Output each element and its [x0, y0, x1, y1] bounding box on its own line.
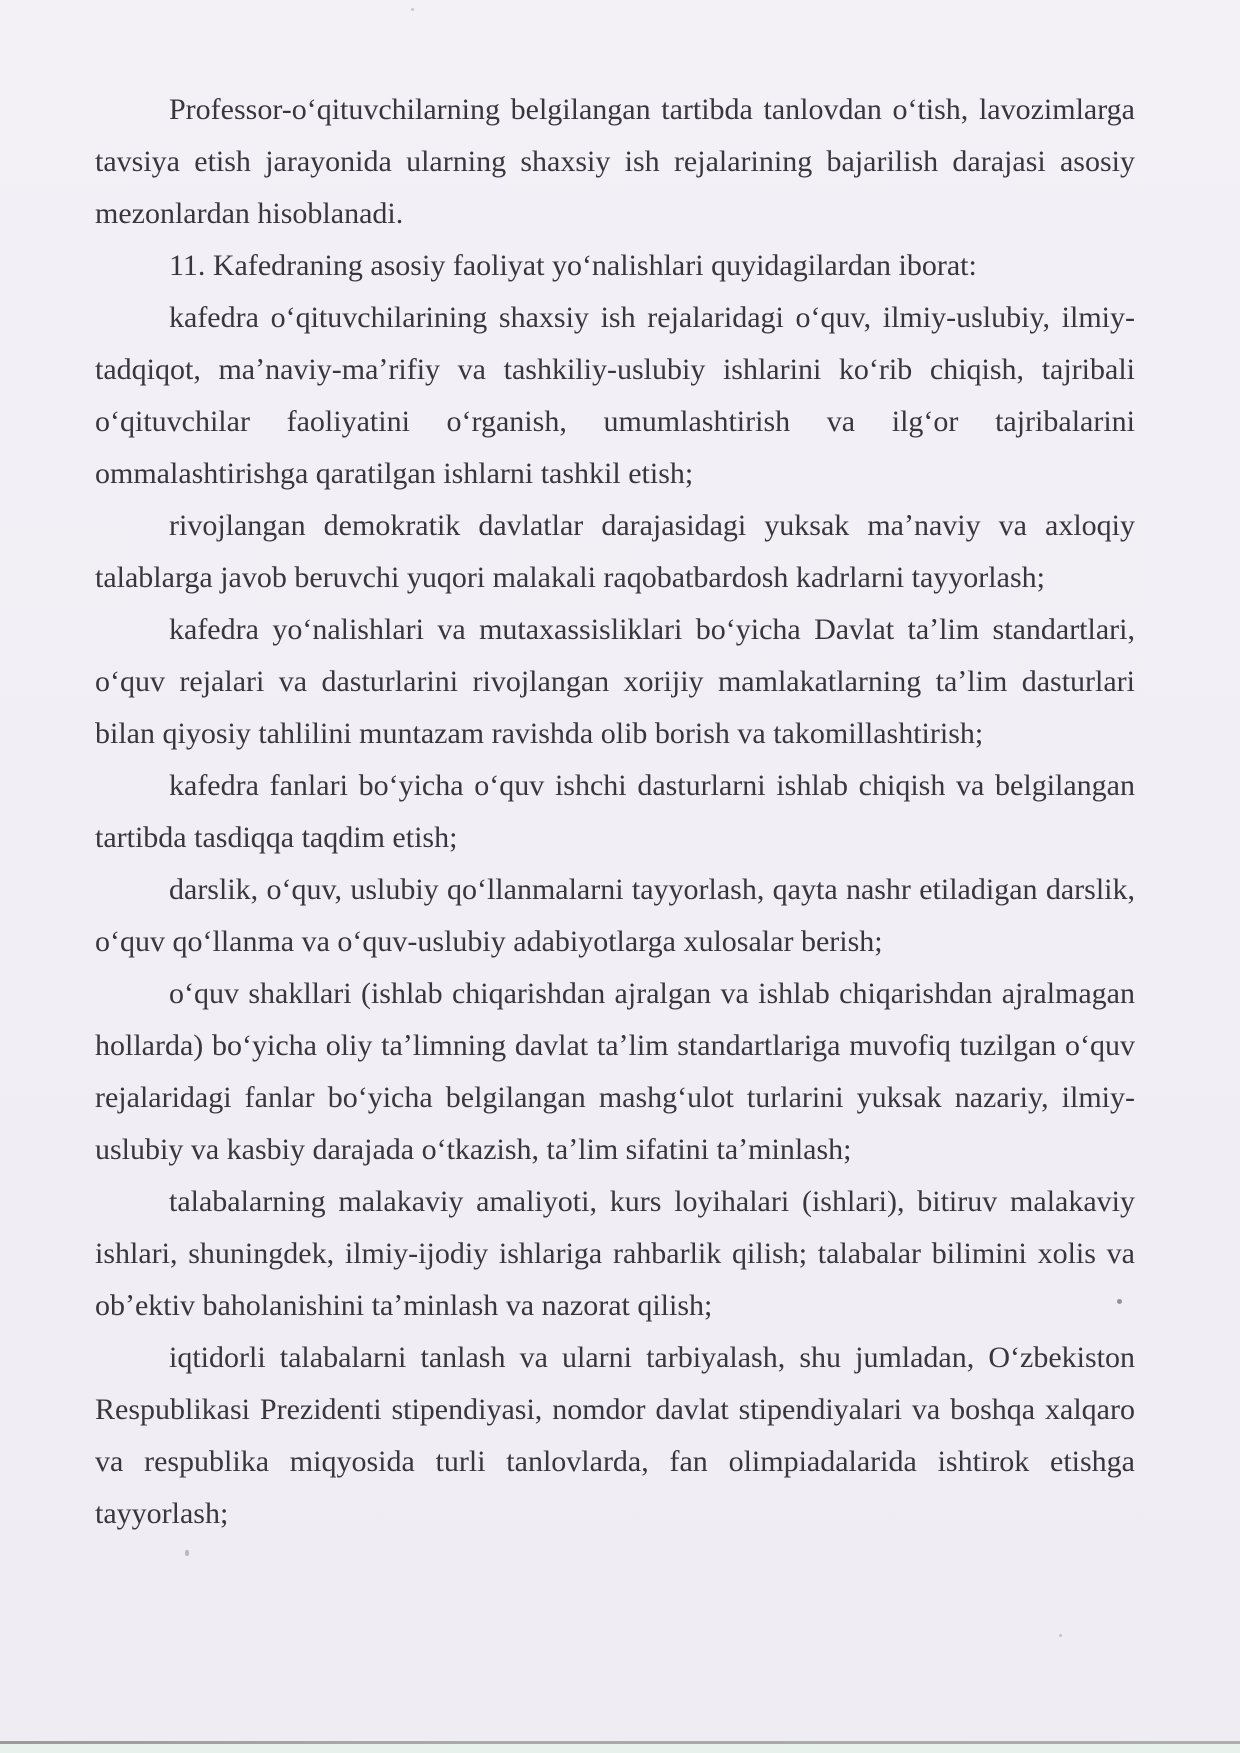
paragraph [95, 864, 1135, 968]
text-line: hollarda) boʻyicha oliy taʼlimning davlat taʼlim standartlariga muvofiq tuzilgan oʻquv [95, 1029, 1135, 1062]
text-line: kafedra oʻqituvchilarining shaxsiy ish rejalaridagi oʻquv, ilmiy-uslubiy, ilmiy- [169, 301, 1135, 334]
paragraph [95, 84, 1135, 240]
text-line: Professor-oʻqituvchilarning belgilangan tartibda tanlovdan oʻtish, lavozimlarga [169, 93, 1135, 126]
text-line: tartibda tasdiqqa taqdim etish; [95, 821, 458, 854]
paragraph [95, 292, 1135, 500]
paragraph [95, 240, 1135, 292]
text-line: 11. Kafedraning asosiy faoliyat yoʻnalishlari quyidagilardan iborat: [169, 249, 977, 282]
text-line: oʻquv rejalari va dasturlarini rivojlangan xorijiy mamlakatlarning taʼlim dasturlari [95, 665, 1135, 698]
text-line: talabalarning malakaviy amaliyoti, kurs loyihalari (ishlari), bitiruv malakaviy [169, 1185, 1135, 1218]
text-line: tavsiya etish jarayonida ularning shaxsiy ish rejalarining bajarilish darajasi asosiy [95, 145, 1135, 178]
text-line: bilan qiyosiy tahlilini muntazam ravishda olib borish va takomillashtirish; [95, 717, 984, 750]
scanner-background-strip [0, 1744, 1240, 1753]
text-line: kafedra yoʻnalishlari va mutaxassisliklari boʻyicha Davlat taʼlim standartlari, [169, 613, 1135, 646]
text-line: rivojlangan demokratik davlatlar darajasidagi yuksak maʼnaviy va axloqiy [169, 509, 1135, 542]
text-line: uslubiy va kasbiy darajada oʻtkazish, taʼlim sifatini taʼminlash; [95, 1133, 852, 1166]
paragraph [95, 968, 1135, 1176]
paragraph [95, 604, 1135, 760]
text-line: talablarga javob beruvchi yuqori malakali raqobatbardosh kadrlarni tayyorlash; [95, 561, 1045, 594]
text-line: ishlari, shuningdek, ilmiy-ijodiy ishlariga rahbarlik qilish; talabalar bilimini xolis va [95, 1237, 1135, 1270]
text-line: iqtidorli talabalarni tanlash va ularni tarbiyalash, shu jumladan, Oʻzbekiston [169, 1341, 1135, 1374]
document-text-block [95, 84, 1135, 1540]
text-line: obʼektiv baholanishini taʼminlash va nazorat qilish; [95, 1289, 713, 1322]
text-line: darslik, oʻquv, uslubiy qoʻllanmalarni tayyorlash, qayta nashr etiladigan darslik, [169, 873, 1135, 906]
paragraph [95, 1332, 1135, 1540]
text-line: rejalaridagi fanlar boʻyicha belgilangan mashgʻulot turlarini yuksak nazariy, ilmiy- [95, 1081, 1135, 1114]
paragraph [95, 500, 1135, 604]
paragraph [95, 1176, 1135, 1332]
text-line: oʻquv shakllari (ishlab chiqarishdan ajralgan va ishlab chiqarishdan ajralmagan [169, 977, 1135, 1010]
text-line: oʻqituvchilar faoliyatini oʻrganish, umumlashtirish va ilgʻor tajribalarini [95, 405, 1135, 438]
text-line: tadqiqot, maʼnaviy-maʼrifiy va tashkiliy-uslubiy ishlarini koʻrib chiqish, tajribali [95, 353, 1135, 386]
text-line: kafedra fanlari boʻyicha oʻquv ishchi dasturlarni ishlab chiqish va belgilangan [169, 769, 1135, 802]
text-line: oʻquv qoʻllanma va oʻquv-uslubiy adabiyotlarga xulosalar berish; [95, 925, 883, 958]
paragraph [95, 760, 1135, 864]
text-line: tayyorlash; [95, 1497, 229, 1530]
text-line: va respublika miqyosida turli tanlovlarda, fan olimpiadalarida ishtirok etishga [95, 1445, 1135, 1478]
text-line: mezonlardan hisoblanadi. [95, 197, 404, 230]
text-line: ommalashtirishga qaratilgan ishlarni tashkil etish; [95, 457, 694, 490]
text-line: Respublikasi Prezidenti stipendiyasi, nomdor davlat stipendiyalari va boshqa xalqaro [95, 1393, 1135, 1426]
